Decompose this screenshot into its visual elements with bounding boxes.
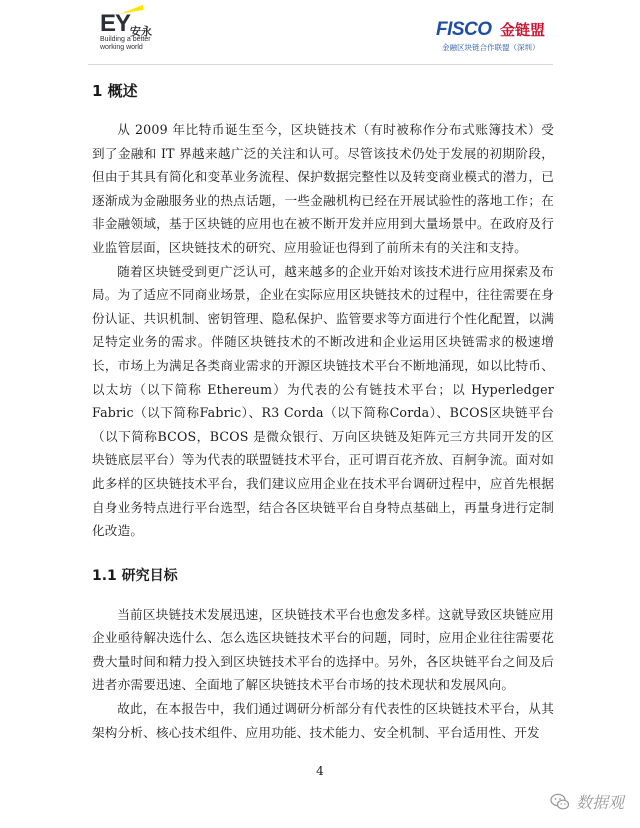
ey-tagline-line: working world bbox=[100, 44, 143, 51]
page-number: 4 bbox=[316, 764, 324, 778]
watermark bbox=[550, 790, 624, 813]
ey-logo bbox=[100, 8, 180, 52]
body-paragraph: 当前区块链技术发展迅速，区块链技术平台也愈发多样。这就导致区块链应用企业亟待解决选什么、怎么选区块链技术平台的问题，同时，应用企业往往需要花费大量时间和精力投入到区块链技术平台的选择中。另外，各区块链平台之间及后进者亦需要迅速、全面地了解区块链技术平台市场的技术现状和发展风向。 bbox=[92, 606, 554, 693]
body-paragraph: 随着区块链受到更广泛认可，越来越多的企业开始对该技术进行应用探索及布局。为了适应不同商业场景，企业在实际应用区块链技术的过程中，往往需要在身份认证、共识机制、密钥管理、隐私保护、监管要求等方面进行个性化配置，以满足特定业务的需求。伴随区块链技术的不断改进和企业运用区块链需求的极速增长，市场上为满足各类商业需求的开源区块链技术平台不断地涌现，如以比特币、以太坊（以下简称 Ethereum）为代表的公有链技术平台；以 Hyperledger Fabric（以下简称Fabric）、R3 Corda（以下简称Corda）、BCOS区块链平台（以下简称BCOS，BCOS 是微众银行、万向区块链及矩阵元三方共同开发的区块链底层平台）等为代表的联盟链技术平台，正可谓百花齐放、百舸争流。面对如此多样的区块链技术平台，我们建议应用企业在技术平台调研过程中，应首先根据自身业务特点进行平台选型，结合各区块链平台自身特点基础上，再量身进行定制化改造。 bbox=[92, 263, 554, 539]
ey-logo-cn: 安永 bbox=[130, 25, 152, 38]
header-divider bbox=[88, 64, 553, 65]
ey-tagline bbox=[100, 36, 180, 52]
document-body bbox=[92, 74, 554, 744]
ey-logo-mark: EY bbox=[100, 10, 131, 37]
section-heading: 1 概述 bbox=[92, 82, 138, 100]
body-paragraph: 故此，在本报告中，我们通过调研分析部分有代表性的区块链技术平台，从其架构分析、核心技术组件、应用功能、技术能力、安全机制、平台适用性、开发 bbox=[92, 701, 554, 740]
subsection-heading: 1.1 研究目标 bbox=[92, 567, 178, 584]
body-paragraph: 从 2009 年比特币诞生至今，区块链技术（有时被称作分布式账簿技术）受到了金融和 IT 界越来越广泛的关注和认可。尽管该技术仍处于发展的初期阶段，但由于其具有简化和变革业务流程、保护数据完整性以及转变商业模式的潜力，已逐渐成为金融服务业的热点话题，一些金融机构已经在开展试验性的落地工作；在非金融领域，基于区块链的应用也在被不断开发并应用到大量场景中。在政府及行业监管层面，区块链技术的研究、应用验证也得到了前所未有的关注和支持。 bbox=[92, 122, 554, 255]
watermark-text: 数据观 bbox=[575, 793, 624, 812]
ey-tagline-line: Building a better bbox=[100, 36, 151, 43]
page-header bbox=[0, 0, 640, 70]
fisco-logo-subtitle: 金融区块链合作联盟（深圳） bbox=[442, 43, 540, 52]
fisco-logo-cn: 金链盟 bbox=[500, 21, 546, 39]
fisco-logo-mark: FISCO bbox=[436, 19, 492, 40]
wechat-icon bbox=[550, 792, 570, 812]
fisco-logo bbox=[436, 20, 556, 52]
